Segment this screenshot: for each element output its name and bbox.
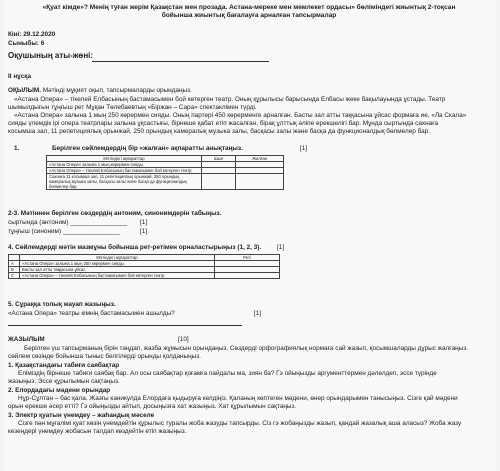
antonym-score: [1] (140, 219, 148, 226)
section-title: II нұсқа (8, 73, 32, 80)
writing-intro-line-2: сөйлем сөзінде бойынша тыныс белгілерді орынды қолданыңыз. (8, 353, 201, 360)
table-cell: «Астана Опера» залына 1 мың 250 көрермен сияды. (20, 261, 215, 267)
table-cell: С (9, 273, 20, 279)
grade: Сыныбы: 6 (8, 40, 45, 47)
table-cell-line: бөлмелер бар. (49, 184, 78, 189)
reading-instruction (8, 87, 192, 95)
writing-topic-2-text-1: Нұр-Сұлтан – бас қала. Жазғы каникулда Елордаға қыдыруға келдіңіз. Қаланың көптеген мәдени, өнер орындарымен танысыңыз. Сізге қай мәдени (18, 395, 458, 402)
answer-cell[interactable] (215, 273, 280, 279)
reading-paragraph-1a: «Астана Опера» – тікелей Елбасының бастамасымен бой көтерген театр. Оның құрылысы барысында Елбасы жеке бақылауында ұстады. Театр (14, 96, 446, 103)
reading-paragraph-2b: сияды үлемдік ірі опера театрлары залына ұқсастығы, бірнеше қабат етіп жасалған, бірақ ұлттық әліпе ерекшелігі бар. Мұнда сыртында сахнаға (8, 120, 439, 127)
task4-instruction: 4. Сөйлемдерді мәтін мазмұны бойынша рет-ретімен орналастырыңыз (1, 2, 3). (8, 244, 262, 251)
writing-topic-1-text-2: жазыңыз. Эссе құрылымын сақтаңыз. (8, 378, 120, 385)
writing-topic-3-title: 3. Электр қуатын үнемдеу – жаһандық мәселе (8, 412, 155, 419)
worksheet-page (4, 0, 496, 471)
table-header-cell: Мәтіндегі ақпараттар (20, 255, 215, 261)
student-name-line[interactable] (92, 61, 269, 62)
task23-instruction: 2-3. Мәтіннен берілген сөздердің антоним, синонимдерін табыңыз. (8, 210, 222, 217)
table-cell-line: камералық музыка залы, басқасы залы және басқа да функционалдық (49, 179, 187, 184)
table-header-cell: Мәтіндегі ақпараттар (47, 156, 202, 162)
table-row (47, 174, 284, 190)
table-header-cell: Жалған (236, 156, 284, 162)
table-cell: «Астана Опера» – тікелей Елбасының бастамасымен бой көтерген театр (47, 168, 202, 174)
task1-score: [1] (300, 145, 308, 152)
table-row (9, 273, 280, 279)
task1-number: 1. (14, 145, 20, 152)
antonym-prompt[interactable]: сыртында (антоним) ________________ (8, 219, 128, 226)
table-cell: «Астана Опера» – тікелей Елбасының бастамасымен бой көтерген театр (20, 273, 215, 279)
task4-score: [1] (277, 244, 285, 251)
answer-cell[interactable] (236, 174, 284, 190)
table-cell: «Астана Опера» залына 1 мың көрермен сияды. (47, 162, 202, 168)
worksheet-header-line-2: бойынша жиынтық бағалауға арналған тапсырмалар (161, 12, 337, 19)
reading-paragraph-2a: «Астана Опера» залына 1 мың 250 көрермен сияды. Оның партері 450 көрерменге арналған. Басты зал атты таққасына ұйсас формаға ие, «Ла Скала» (14, 112, 467, 119)
task4-table (8, 254, 280, 279)
reading-paragraph-2c: косымша зал, 11 репетициялық орынжай, 250 орындық камералық музыка залы, басқасы залы және басқа да функционалдық бөлмелер бар. (8, 128, 430, 135)
writing-topic-1-title: 1. Қазақстандағы табиғи саябақтар (8, 362, 120, 369)
table-cell: Басты зал атты таққасына ұйсас (20, 267, 215, 273)
task5-instruction: 5. Сұраққа толық жауап жазыңыз. (8, 301, 116, 308)
answer-cell[interactable] (202, 174, 236, 190)
table-header-cell: Реті (215, 255, 280, 261)
worksheet-header-line-1: «Қуат кімде»? Менің туған жерім Қазақстан мен прозада. Астана-мереке мен мемлекет ордасы» бөліміндегі жиынтық 2-тоқсан (42, 4, 456, 11)
writing-topic-1-text-1: Еліміздің бірнеше табиғи саябақ бар. Ал осы саябақтар қоғамға пайдалы ма, зиян ба? Гэ ойыңызды аргументтермен дәлелдеп, эссе түрінде (18, 370, 437, 377)
task1-instruction: Берілген сөйлемдердің бір «жалған» ақпаратты анықтаңыз. (52, 145, 243, 152)
task1-table (46, 155, 284, 190)
date: Кіні: 29.12.2020 (8, 31, 56, 38)
writing-topic-3-text-1: Сізге пән мұғалімі қуат көзін үнемдейтін құрылыс туралы жоба жазуды тапсырды. Сіз гэ жобаңызды жазып, қандай жазалық аша аласыз? Жоба жазу (18, 420, 462, 427)
table-cell-line: Сахнаға 11 косымша зал, 11 репетициялық орынжай, 250 орындық (49, 174, 180, 179)
reading-paragraph-1b: шымылдығын тұңғыш рет Мұқан Төлебаевтың «Біржан – Сара» спектаклімен түрді. (8, 104, 257, 111)
student-name-label: Оқушының аты-жөні: (8, 51, 94, 60)
table-header-cell: Шын (202, 156, 236, 162)
task5-answer-line[interactable] (8, 325, 242, 326)
writing-topic-2-title: 2. Елордадағы мәдени орындар (8, 387, 111, 394)
table-cell (47, 174, 202, 190)
synonym-prompt[interactable]: тұңғыш (синоним) ________________ (8, 228, 120, 235)
task5-question: «Астана Опера» театры кімнің бастамасымен ашылды? (8, 310, 175, 317)
table-cell: В (9, 267, 20, 273)
writing-intro-line-1: Берілген үш тапсырманың бірін таңдап, жазба жұмысын орындаңыз. Сөздерді орфографиялық нормаға сай жазып, қосымшаларды дұрыс жалғаңыз. (24, 345, 468, 352)
reading-title: ОҚЫЛЫМ. (8, 87, 41, 94)
reading-intro: Мәтінді мұқият оқып, тапсырмаларды орындаңыз. (42, 87, 192, 94)
writing-title: ЖАЗЫЛЫМ (8, 336, 45, 343)
table-cell: А (9, 261, 20, 267)
writing-topic-2-text-2: орын ерекше әсер етті? Гэ ойыңызды айтып, досыңызға хат жазыңыз. Хат құрылымын сақтаңыз. (8, 403, 297, 410)
writing-score: [10] (178, 336, 189, 343)
task5-score: [1] (254, 310, 262, 317)
synonym-score: [1] (140, 228, 148, 235)
writing-topic-3-text-2: кезеңдері үнемдеу жобасын талдап көздейтін етіп жазыңыз. (8, 428, 187, 435)
